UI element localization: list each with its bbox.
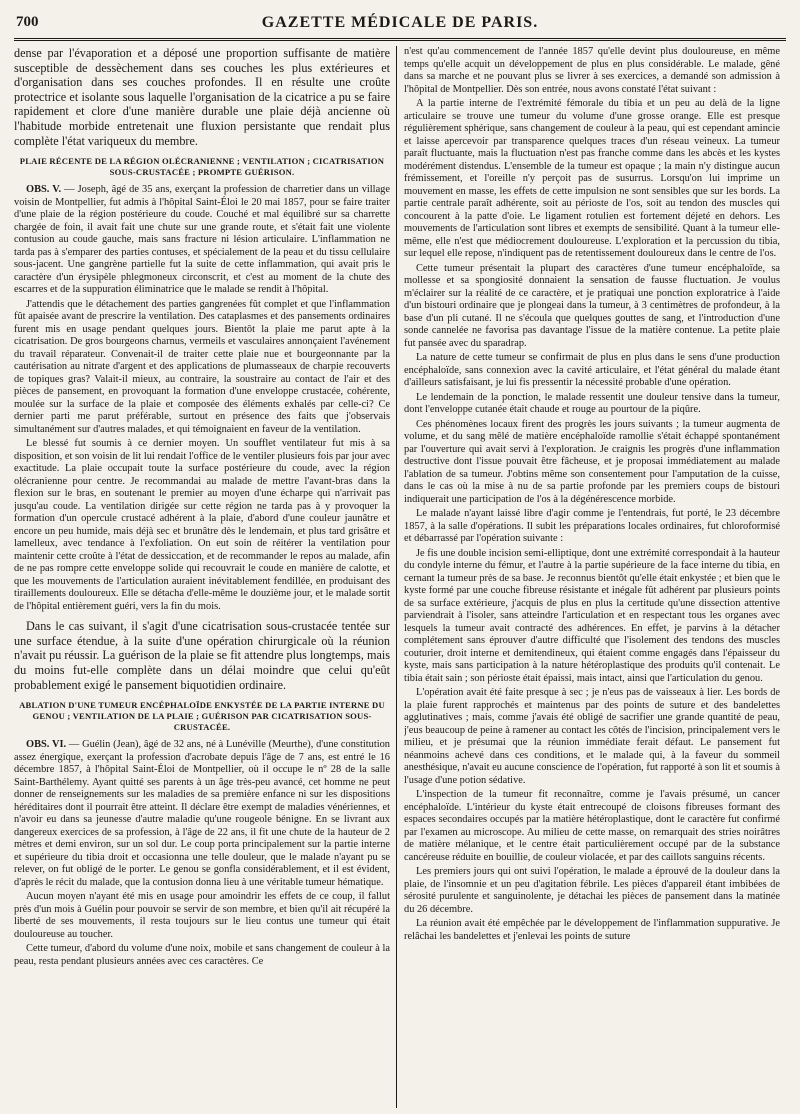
newspaper-page [14, 12, 786, 1108]
right-paragraph-9: L'opération avait été faite presque à sec ; je n'eus pas de vaisseaux à lier. Les bords de la plaie furent rapprochés et maintenus par des points de suture et des bandelettes agglutinatives ; mais, comme j'avais été obligé de sacrifier une grande quantité de peau, j'eus beaucoup de peine à ramener au contact les côtés de l'incision, principalement vers le milieu, et je présumai que la réunion immédiate ferait défaut. Le pansement fut néanmoins achevé dans ces conditions, et le malade qui, à la faveur du sommeil anesthésique, n'avait eu aucune conscience de l'opération, fut rapporté à son lit et soumis à l'usage d'une potion sédative. [404, 687, 780, 786]
right-paragraph-5: Le lendemain de la ponction, le malade ressentit une douleur tensive dans la tumeur, dont l'enveloppe cutanée était chaude et rouge au pourtour de la piqûre. [404, 391, 780, 415]
journal-title: GAZETTE MÉDICALE DE PARIS. [261, 14, 539, 31]
obs6-paragraph-3: Cette tumeur, d'abord du volume d'une noix, mobile et sans changement de couleur à la peau, resta pendant plusieurs années avec ces caractères. Ce [14, 943, 390, 967]
section-title-obs5: PLAIE RÉCENTE DE LA RÉGION OLÉCRANIENNE ; VENTILATION ; CICATRISATION SOUS-CRUSTACÉE ; PROMPTE GUÉRISON. [19, 156, 385, 178]
section-title-obs6: ABLATION D'UNE TUMEUR ENCÉPHALOÏDE ENKYSTÉE DE LA PARTIE INTERNE DU GENOU ; VENTILATION DE LA PLAIE ; GUÉRISON PAR CICATRISATION SOUS-CRUSTACÉE. [19, 700, 385, 733]
page-header [14, 12, 786, 41]
obs6-paragraph-1 [14, 739, 390, 889]
right-paragraph-3: Cette tumeur présentait la plupart des caractères d'une tumeur encéphaloïde, sa mollesse et sa spongiosité donnaient la sensation de fausse fluctuation. Je voulus m'éclairer sur la réalité de ce caractère, et je pratiquai une ponction exploratrice à l'aide d'un bistouri ordinaire que je plongeai dans la tumeur, à 3 centimètres de profondeur, à la base d'un pli cutané. Il ne s'écoula que quelques gouttes de sang, et l'introduction d'une sonde cannelée ne favorisa pas davantage l'issue de la matière contenue. La petite plaie fut pansée avec du sparadrap. [404, 262, 780, 349]
column-divider [396, 46, 397, 1108]
right-paragraph-12: La réunion avait été empêchée par le développement de l'inflammation suppurative. Je relâchai les bandelettes et j'enlevai les points de suture [404, 918, 780, 942]
right-paragraph-7: Le malade n'ayant laissé libre d'agir comme je l'entendrais, fut porté, le 23 décembre 1857, à la salle d'opérations. Il subit les préparations locales ordinaires, fut chloroformisé et débarrassé par l'opération suivante : [404, 508, 780, 544]
obs5-paragraph-3: Le blessé fut soumis à ce dernier moyen. Un soufflet ventilateur fut mis à sa disposition, et son voisin de lit lui rendait l'office de le ventiler plusieurs fois par jour avec exactitude. La plaie occupait toute la surface postérieure du coude, avec la région olécranienne pour centre. Je recommandai au malade de mettre l'avant-bras dans la flexion sur le bras, en soutenant le premier au moyen d'une écharpe qui n'arrivait pas jusqu'au coude. La ventilation dirigée sur cette région ne tarda pas à y provoquer la formation d'un opercule crustacé adhérent à la plaie, d'abord d'une couleur jaunâtre et encore un peu humide, mais déjà sec et brunâtre dès le lendemain, et plus tard grisâtre et lamelleux, avec tendance à l'exfoliation. On eut soin de réitérer la ventilation pour maintenir cette croûte à l'état de dessiccation, et de recommander le repos au malade, afin de ne pas rompre cette enveloppe solide qui recouvrait le coude en manière de calotte, et que les mouvements de l'articulation auraient inévitablement fendillée, en produisant des tiraillements douloureux. Elle se détacha d'elle-même le douzième jour, et le malade sortit de l'hôpital entièrement guéri, vers la fin du mois. [14, 438, 390, 612]
right-paragraph-8: Je fis une double incision semi-elliptique, dont une extrémité correspondait à la hauteur du condyle interne du fémur, et l'autre à la partie supérieure de la face interne du tibia, en cernant la tumeur près de sa base. Je reconnus bientôt qu'elle était enkystée ; et bien que le kyste formé par une couche fibreuse résistante et inégale fût adhérent par plusieurs points de sa surface extérieure, j'acquis de plus en plus la certitude qu'une dissection attentive parviendrait à l'isoler, sans atteindre l'articulation et en respectant tous les organes avec lesquels la tumeur avait contracté des adhérences. En effet, je parvins à la détacher complétement sans éprouver d'autre difficulté que l'isolement des tendons des muscles couturier, droit interne et demitendineux, qui étaient comme engagés dans l'épaisseur du kyste, mais sans participation à la nature hétéroplastique des produits qu'il contenait. Le tibia était sain ; son périoste était épaissi, mais intact, ainsi que l'articulation du genou. [404, 547, 780, 684]
obs6-label: OBS. VI. [26, 739, 67, 751]
obs5-paragraph-1 [14, 184, 390, 297]
right-column [404, 46, 780, 1108]
right-paragraph-2: A la partie interne de l'extrémité fémorale du tibia et un peu au delà de la ligne articulaire se trouve une tumeur du volume d'une grosse orange. Elle est presque régulièrement sphérique, sans changement de couleur à la peau, qui est cependant amincie et laisse apercevoir par transparence quelques traces d'un réseau veineux. La tumeur paraît fluctuante, mais la fluctuation n'est pas franche comme dans les abcès et les kystes modérément distendus. L'ensemble de la tumeur est opaque ; la main n'y distingue aucun frémissement, et l'oreille n'y perçoit pas de susurrus. Lorsqu'on lui imprime un mouvement en masse, les effets de cette impulsion ne sont sensibles que sur les bords. La partie centrale paraît adhérente, soit au périoste de l'os, soit au tendon des muscles qui concourent à la patte d'oie. Le ligament rotulien est fortement déjeté en dehors. Les mouvements de l'articulation sont libres et exempts de sensibilité. Quant à la tumeur elle-même, elle n'est que médiocrement douloureuse. L'exploration et la percussion du tibia, sur lequel elle repose, n'indiquent pas de retentissement douloureux dans le centre de l'os. [404, 98, 780, 259]
right-paragraph-4: La nature de cette tumeur se confirmait de plus en plus dans le sens d'une production encéphaloïde, sans connexion avec la cavité articulaire, et l'état général du malade étant d'ailleurs satisfaisant, je lui fis pressentir la nécessité probable d'une opération. [404, 352, 780, 388]
page-number: 700 [16, 14, 39, 30]
obs6-paragraph-2: Aucun moyen n'ayant été mis en usage pour amoindrir les effets de ce coup, il fallut près d'un mois à Guélin pour pouvoir se servir de son membre, et bien qu'il ait récupéré la liberté de ses mouvements, il resta toujours sur le lieu contus une tumeur qui était douloureuse au toucher. [14, 891, 390, 940]
right-paragraph-6: Ces phénomènes locaux firent des progrès les jours suivants ; la tumeur augmenta de volume, et du sang mêlé de matière encéphaloïde ramollie s'était échappé spontanément par l'ouverture qui avait servi à l'exploration. Je craignis les progrès d'une inflammation destructive dont l'issue pouvait être fâcheuse, et je proposai immédiatement au malade l'ablation de sa tumeur. J'obtins même son consentement pour l'amputation de la cuisse, dans le cas où la mise à nu de sa partie profonde par les premiers coups de bistouri indiquerait une participation de l'os à la dégénérescence morbide. [404, 418, 780, 505]
left-column [14, 46, 390, 1108]
text-columns [14, 46, 786, 1108]
obs6-text-1: — Guélin (Jean), âgé de 32 ans, né à Lunéville (Meurthe), d'une constitution assez énergique, exerçant la profession d'acrobate depuis l'âge de 7 ans, est entré le 16 décembre 1857, à l'hôpital Saint-Éloi de Montpellier, où il occupe le nº 28 de la salle Saint-Barthélemy. Ayant quitté ses parents à un âge très-peu avancé, cet homme ne peut donner de renseignements sur les maladies de sa première enfance ni sur les dispositions héréditaires dont il pourrait être atteint. Il déclare être exempt de maladies vénériennes, et n'avoir eu dans sa jeunesse d'autre maladie qu'une rougeole bénigne. En se livrant aux dangereux exercices de sa profession, à l'âge de 22 ans, il fit une chute de la hauteur de 2 mètres et demi environ, sur un sol dur. Le coup porta principalement sur la partie interne et supérieure du tibia droit et occasionna une telle douleur, que le malade n'ayant pu se relever, on fut obligé de le porter. Le genou se gonfla considérablement, et il est évident, d'après le récit du malade, que la contusion donna lieu à une véritable tumeur hématique. [14, 739, 390, 888]
right-paragraph-1: n'est qu'au commencement de l'année 1857 qu'elle devint plus douloureuse, en même temps qu'elle acquit un développement de plus en plus considérable. Le malade, gêné dans sa marche et ne pouvant plus se livrer à ses exercices, a demandé son admission à l'hôpital de Montpellier. Dès son entrée, nous avons constaté l'état suivant : [404, 46, 780, 95]
obs5-paragraph-2: J'attendis que le détachement des parties gangrenées fût complet et que l'inflammation fût apaisée avant de prescrire la ventilation. Des cataplasmes et des pansements ordinaires furent mis en usage pendant quelques jours. Bientôt la plaie me parut apte à la cicatrisation. De gros bourgeons charnus, vermeils et vasculaires annonçaient l'avénement du travail réparateur. Convenait-il de traiter cette plaie nue et bourgeonnante par la cautérisation au nitrate d'argent et des applications de plumasseaux de charpie recouverts de topiques gras? Valait-il mieux, au contraire, la soustraire au contact de l'air et des pièces de pansement, en provoquant la formation d'une enveloppe crustacée, cohérente, moulée sur la surface de la plaie et composée des éléments exhalés par celle-ci? Ce dernier parti me parut préférable, surtout en présence des faits que j'observais simultanément sur d'autres malades, et qui témoignaient en faveur de la ventilation. [14, 298, 390, 435]
transition-paragraph: Dans le cas suivant, il s'agit d'une cicatrisation sous-crustacée tentée sur une surface étendue, à la suite d'une opération chirurgicale où la réunion n'avait pu réussir. La guérison de la plaie se fit attendre plus longtemps, mais du moins fut-elle complète dans un délai moindre que celui qu'eût probablement exigé le pansement biquotidien ordinaire. [14, 619, 390, 692]
right-paragraph-10: L'inspection de la tumeur fit reconnaître, comme je l'avais présumé, un cancer encéphaloïde. L'intérieur du kyste était entrecoupé de cloisons fibreuses formant des espaces secondaires occupés par la matière hétéroplastique, dont le caractère fut confirmé par l'examen au microscope. Au milieu de cette masse, on remarquait des stries noirâtres de matière mélanique, et le centre était particulièrement occupé par de la substance cancéreuse réduite en bouillie, de couleur violacée, et par des caillots sanguins récents. [404, 789, 780, 863]
right-paragraph-11: Les premiers jours qui ont suivi l'opération, le malade a éprouvé de la douleur dans la plaie, de l'insomnie et un peu d'agitation fébrile. Les pièces d'appareil étant imbibées de sérosité purulente et sanguinolente, je détachai les pièces de pansement dans la matinée du 26 décembre. [404, 866, 780, 915]
obs5-label: OBS. V. [26, 184, 62, 196]
intro-paragraph: dense par l'évaporation et a déposé une proportion suffisante de matière susceptible de dessèchement dans ses couches les plus extérieures et d'organisation dans ses couches profondes. Il en résulte une croûte protectrice et isolante sous laquelle l'organisation de la cicatrice a pu se faire rapidement et clore d'une manière durable une plaie déjà ancienne où l'habitude morbide entretenait une fluxion persistante que rendait plus complète l'état variqueux du membre. [14, 46, 390, 148]
obs5-text-1: — Joseph, âgé de 35 ans, exerçant la profession de charretier dans un village voisin de Montpellier, fut admis à l'hôpital Saint-Éloi le 20 mai 1857, pour se faire traiter d'une plaie de la région postérieure du coude. Couché et mal équilibré sur sa charrette chargée de foin, il avait fait une chute sur une grande route, et s'était fait une violente contusion au coude gauche, mais sans fracture ni lésion articulaire. L'inflammation ne tarda pas à s'emparer des parties contuses, et spécialement de la peau et du tissu cellulaire sous-jacent. Une gangrène partielle fut la suite de cette inflammation, qui avait pris le caractère d'un érysipèle phlegmoneux circonscrit, et c'est au moment de la chute des escarres et de la suppuration éliminatrice que le malade se rendit à l'hôpital. [14, 184, 390, 296]
